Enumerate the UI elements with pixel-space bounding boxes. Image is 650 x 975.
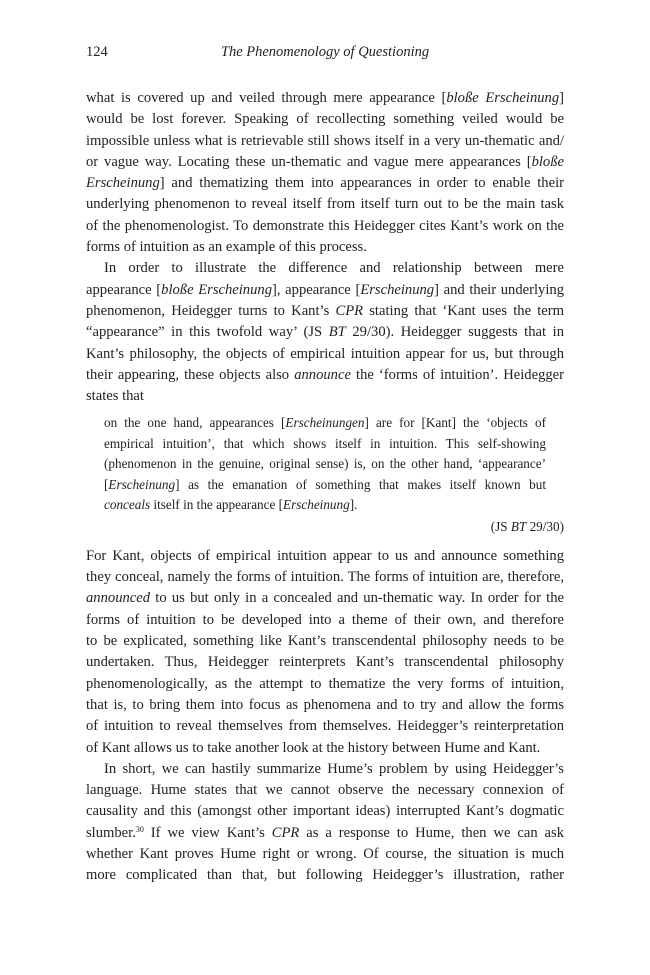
text-line [86, 823, 564, 844]
text-span: on the one hand, appearances [ [104, 415, 286, 431]
text-span: of the phenomenologist. To demonstrate this Heidegger cites Kant’s work on the [86, 217, 564, 234]
text-line [86, 652, 564, 673]
text-span: empirical intuition’, that which shows itself in intuition. This self-showing [104, 435, 546, 451]
text-span: (phenomenon in the genuine, original sense) is, on the other hand, ‘appearance’ [104, 456, 546, 472]
text-span: would be lost forever. Speaking of recollecting something veiled would be [86, 111, 564, 128]
text-line [86, 546, 564, 567]
text-span: undertaken. Thus, Heidegger reinterprets Kant’s transcendental philosophy [86, 654, 564, 671]
text-span: stating that ‘Kant uses the term [363, 302, 564, 319]
text-line [86, 716, 564, 737]
text-span: “appearance” in this twofold way’ (JS [86, 324, 329, 341]
text-line [86, 801, 564, 822]
text-span: slumber. [86, 824, 136, 841]
citation [86, 517, 564, 537]
spacer [86, 538, 564, 546]
text-span: more complicated than that, but following Heidegger’s illustration, rather [86, 867, 564, 884]
text-span: the ‘forms of intuition’. Heidegger [350, 366, 564, 383]
text-span: ]. [349, 497, 358, 513]
body-text [86, 88, 564, 887]
italic-text: BT [510, 519, 527, 535]
text-line [86, 631, 564, 652]
text-span: that is, to bring them into focus as phenomena and to try and allow the forms [86, 696, 564, 713]
text-span: impossible unless what is retrievable still shows itself in a very un-thematic and/ [86, 132, 564, 149]
citation-line [86, 517, 564, 537]
text-line [86, 567, 564, 588]
text-span: itself in the appearance [ [150, 497, 284, 513]
text-line [86, 386, 564, 407]
text-span: phenomenon, Heidegger turns to Kant’s [86, 302, 336, 319]
text-span: what is covered up and veiled through mere appearance [ [86, 90, 447, 106]
text-span: to be explicated, something like Kant’s transcendental philosophy needs to be [86, 633, 564, 650]
text-span: For Kant, objects of empirical intuition appear to us and announce something [86, 547, 564, 564]
text-line [104, 475, 546, 495]
text-span: ] and their underlying [434, 281, 564, 298]
text-line [86, 588, 564, 609]
italic-text: bloße [531, 153, 564, 170]
text-line [104, 434, 546, 454]
text-line [86, 674, 564, 695]
page-header [86, 44, 564, 66]
text-line [86, 344, 564, 365]
text-line [86, 738, 564, 759]
text-span: they conceal, namely the forms of intuition. The forms of intuition are, therefore, [86, 569, 564, 586]
text-line [86, 844, 564, 865]
text-span: states that [86, 388, 144, 405]
text-span: to us but only in a concealed and un-thematic way. In order for the [150, 590, 564, 607]
text-line [104, 413, 546, 433]
text-span: In short, we can hastily summarize Hume’s problem by using Heidegger’s [104, 760, 564, 777]
text-span: causality and this (amongst other important ideas) interrupted Kant’s dogmatic [86, 803, 564, 820]
text-span: ] as the emanation of something that makes itself known but [175, 476, 546, 492]
text-span: ] are for [Kant] the ‘objects of [364, 415, 546, 431]
text-span: forms of intuition as an example of this process. [86, 239, 367, 256]
page-number: 124 [86, 44, 108, 60]
text-line [86, 301, 564, 322]
text-span: appearance [ [86, 281, 162, 298]
text-line [86, 109, 564, 130]
text-span: of intuition to reveal themselves from themselves. Heidegger’s reinterpretation [86, 718, 564, 735]
text-span: ] [559, 90, 565, 106]
paragraph [86, 88, 564, 258]
italic-text: CPR [335, 302, 364, 319]
text-line [86, 759, 564, 780]
text-line [86, 865, 564, 886]
italic-text: Erscheinung [360, 281, 435, 298]
text-line [86, 194, 564, 215]
italic-text: CPR [271, 824, 300, 841]
text-line [86, 216, 564, 237]
text-span: their appearing, these objects also [86, 366, 295, 383]
text-span: language. Hume states that we cannot observe the necessary connexion of [86, 782, 564, 799]
text-span: ], appearance [ [272, 281, 361, 298]
italic-text: Erscheinung [108, 476, 176, 492]
italic-text: announced [86, 590, 151, 607]
text-span: or vague way. Locating these un-thematic and vague mere appearances [ [86, 153, 532, 170]
italic-text: bloße Erscheinung [446, 90, 560, 106]
paragraph [86, 546, 564, 759]
italic-text: Erscheinungen [285, 415, 365, 431]
text-line [86, 610, 564, 631]
text-span: phenomenologically, as the attempt to thematize the very forms of intuition, [86, 675, 564, 692]
text-line [86, 237, 564, 258]
paragraph [86, 759, 564, 887]
italic-text: Erscheinung [283, 497, 350, 513]
text-span: ] and thematizing them into appearances in order to enable their [159, 175, 564, 192]
text-line [86, 280, 564, 301]
text-line [86, 131, 564, 152]
text-span: If we view Kant’s [143, 824, 272, 841]
text-span: Kant’s philosophy, the objects of empirical intuition appear for us, but through [86, 345, 564, 362]
text-span: as a response to Hume, then we can ask [299, 824, 565, 841]
text-span: 29/30) [526, 519, 564, 535]
text-line [86, 695, 564, 716]
running-title: The Phenomenology of Questioning [220, 44, 430, 60]
text-line [86, 258, 564, 279]
text-span: underlying phenomenon to reveal itself from itself turn out to be the main task [86, 196, 564, 213]
italic-text: announce [294, 366, 351, 383]
text-span: of Kant allows us to take another look at the history between Hume and Kant. [86, 739, 541, 756]
text-line [86, 780, 564, 801]
text-line [86, 173, 564, 194]
footnote-reference: 30 [135, 824, 144, 834]
block-quote [104, 413, 546, 515]
text-span: (JS [490, 519, 511, 535]
paragraph [86, 258, 564, 407]
text-line [86, 365, 564, 386]
text-span: whether Kant proves Hume right or wrong. Of course, the situation is much [86, 846, 564, 863]
italic-text: BT [328, 324, 346, 341]
text-span: In order to illustrate the difference and relationship between mere [104, 260, 564, 277]
italic-text: bloße Erscheinung [161, 281, 272, 298]
text-line [104, 454, 546, 474]
text-line [86, 152, 564, 173]
text-span: [ [104, 476, 109, 492]
text-line [104, 495, 546, 515]
italic-text: conceals [104, 497, 151, 513]
italic-text: Erscheinung [86, 175, 160, 192]
text-span: forms of intuition to be developed into a theme of their own, and therefore [86, 611, 564, 628]
text-line [86, 88, 564, 109]
text-span: 29/30). Heidegger suggests that in [345, 324, 564, 341]
text-line [86, 322, 564, 343]
